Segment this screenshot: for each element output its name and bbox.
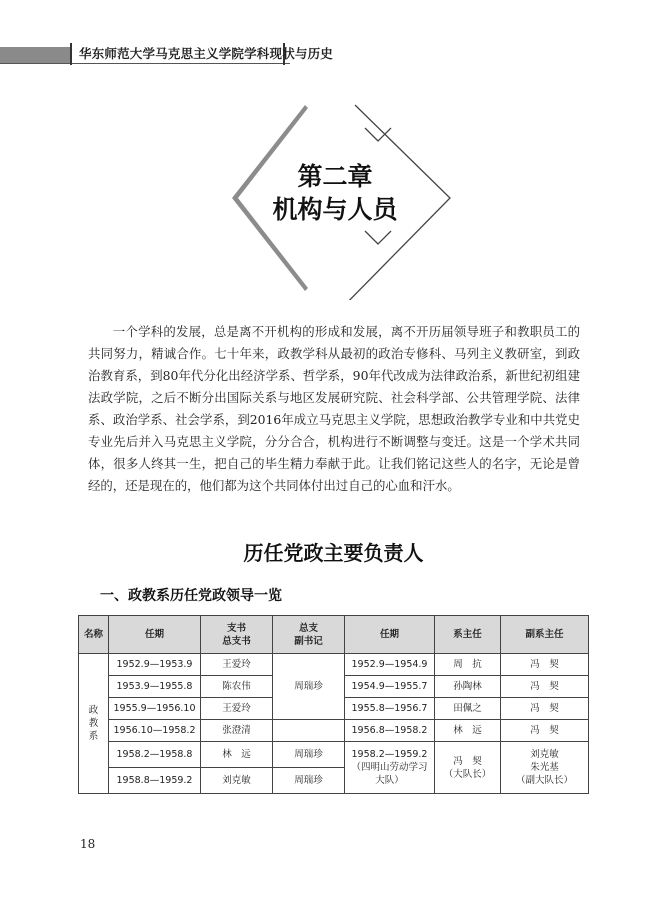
director-cell: 孙陶林: [435, 676, 501, 698]
deputy-director-cell: 冯 契: [501, 698, 589, 720]
term-cell: 1956.10—1958.2: [109, 720, 201, 742]
deputy-secretary-cell: 周瑞珍: [273, 654, 345, 720]
secretary-cell: 刘克敏: [201, 768, 273, 794]
term-cell: 1952.9—1953.9: [109, 654, 201, 676]
secretary-cell: 王爱玲: [201, 654, 273, 676]
page-number: 18: [80, 837, 96, 851]
deputy-director-cell-merged: 刘克敏 朱光基 （副大队长）: [501, 742, 589, 794]
term-cell: 1954.9—1955.7: [345, 676, 435, 698]
deputy-secretary-cell: 周瑞珍: [273, 768, 345, 794]
header-deputy-secretary: 总支 副书记: [273, 616, 345, 654]
term-cell-merged: 1958.2—1959.2 （四明山劳动学习大队）: [345, 742, 435, 794]
term-cell: 1953.9—1955.8: [109, 676, 201, 698]
subsection-title: 一、政教系历任党政领导一览: [100, 588, 282, 604]
deputy-director-cell: 冯 契: [501, 654, 589, 676]
term-cell: 1955.8—1956.7: [345, 698, 435, 720]
header-term: 任期: [109, 616, 201, 654]
secretary-cell: 王爱玲: [201, 698, 273, 720]
director-cell: 田佩之: [435, 698, 501, 720]
term-cell: 1952.9—1954.9: [345, 654, 435, 676]
secretary-cell: 陈农伟: [201, 676, 273, 698]
header-secretary: 支书 总支书: [201, 616, 273, 654]
table-row: [79, 654, 589, 676]
deputy-secretary-cell: 周瑞珍: [273, 742, 345, 768]
chapter-diamond-decoration: [0, 0, 667, 300]
intro-paragraph: 一个学科的发展，总是离不开机构的形成和发展，离不开历届领导班子和教职员工的共同努力，精诚合作。七十年来，政教学科从最初的政治专修科、马列主义教研室，到政治教育系，到80年代分化出经济学系、哲学系，90年代改成为法律政治系，新世纪初组建法政学院，之后不断分出国际关系与地区发展研究院、社会科学部、公共管理学院、法律系、政治学系、社会学系，到2016年成立马克思主义学院，思想政治教学专业和中共党史专业先后并入马克思主义学院，分分合合，机构进行不断调整与变迁。这是一个学术共同体，很多人终其一生，把自己的毕生精力奉献于此。让我们铭记这些人的名字，无论是曾经的，还是现在的，他们都为这个共同体付出过自己的心血和汗水。: [88, 324, 580, 493]
leadership-table: [78, 615, 589, 794]
running-title: 华东师范大学马克思主义学院学科现状与历史: [79, 46, 334, 61]
small-chevron-top: [365, 128, 391, 141]
deputy-secretary-cell-empty: [273, 720, 345, 742]
table-row: [79, 742, 589, 768]
director-cell: 周 抗: [435, 654, 501, 676]
term-cell: 1958.8—1959.2: [109, 768, 201, 794]
org-name-cell: 政 教 系: [79, 654, 109, 794]
header-term: 任期: [345, 616, 435, 654]
term-cell: 1958.2—1958.8: [109, 742, 201, 768]
deputy-director-cell: 冯 契: [501, 676, 589, 698]
header-name: 名称: [79, 616, 109, 654]
header-director: 系主任: [435, 616, 501, 654]
small-chevron-bottom: [365, 231, 391, 244]
chapter-title: 机构与人员: [272, 195, 398, 224]
secretary-cell: 张澄清: [201, 720, 273, 742]
header-deputy-director: 副系主任: [501, 616, 589, 654]
term-cell: 1956.8—1958.2: [345, 720, 435, 742]
section-title: 历任党政主要负责人: [243, 541, 424, 565]
deputy-director-cell: 冯 契: [501, 720, 589, 742]
table-header-row: [79, 616, 589, 654]
secretary-cell: 林 远: [201, 742, 273, 768]
chapter-number: 第二章: [297, 162, 373, 191]
term-cell: 1955.9—1956.10: [109, 698, 201, 720]
table-row: [79, 720, 589, 742]
director-cell: 林 远: [435, 720, 501, 742]
director-cell-merged: 冯 契 （大队长）: [435, 742, 501, 794]
